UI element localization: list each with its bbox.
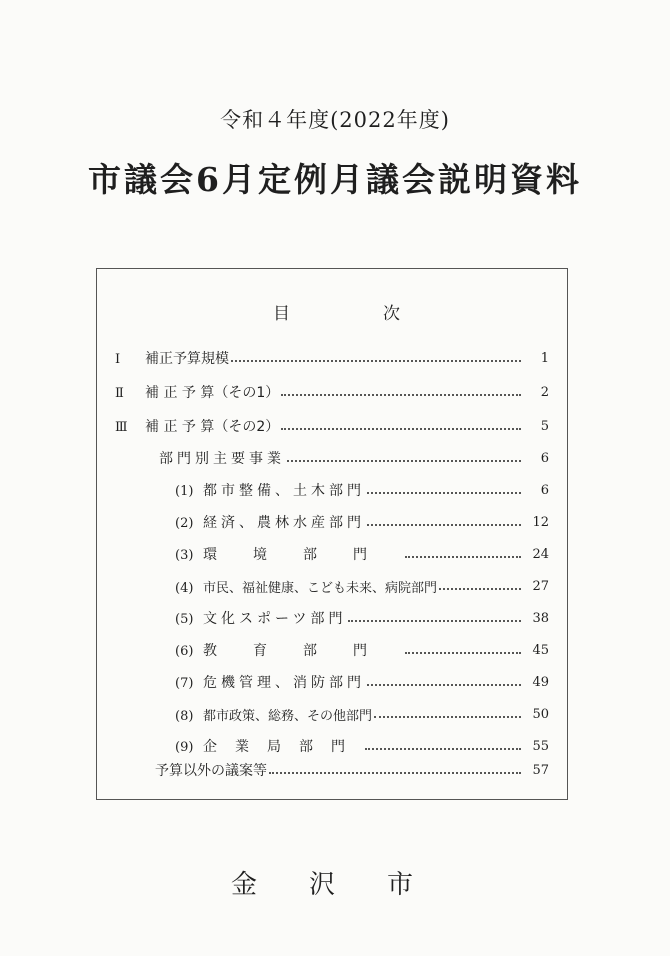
toc-entry-label: 補 正 予 算（その2） — [145, 419, 280, 435]
document-title: 市議会6月定例月議会説明資料 — [88, 160, 582, 199]
toc-entry-page: 27 — [532, 578, 549, 594]
toc-leader-dots — [374, 716, 521, 718]
toc-leader-dots — [231, 360, 521, 362]
toc-entry-label: 企業局部門 — [203, 739, 363, 755]
toc-entry-number: (6) — [175, 644, 194, 659]
toc-entry-9 — [175, 607, 549, 629]
toc-entry-label: 文化スポーツ部門 — [203, 611, 347, 627]
toc-leader-dots — [367, 492, 521, 494]
toc-entry-3 — [115, 415, 549, 437]
toc-leader-dots — [405, 556, 521, 558]
toc-entry-number: (5) — [175, 612, 194, 627]
toc-entry-label: 都市整備、土木部門 — [203, 483, 365, 499]
table-of-contents — [96, 268, 568, 800]
toc-entry-page: 55 — [532, 738, 549, 754]
toc-entry-page: 1 — [540, 350, 549, 366]
toc-entry-label: 部門別主要事業 — [159, 451, 285, 467]
toc-leader-dots — [367, 524, 521, 526]
toc-entry-number: (3) — [175, 548, 194, 563]
toc-entry-2 — [115, 381, 549, 403]
toc-entry-label: 危機管理、消防部門 — [203, 675, 365, 691]
toc-entry-page: 12 — [532, 514, 549, 530]
toc-entry-number: (1) — [175, 484, 194, 499]
toc-entry-number: (9) — [175, 740, 194, 755]
toc-entry-number: (4) — [175, 580, 194, 596]
toc-entry-number: (8) — [175, 708, 194, 724]
toc-leader-dots — [281, 394, 521, 396]
toc-entry-page: 5 — [540, 418, 549, 434]
toc-entry-label: 予算以外の議案等 — [155, 763, 267, 779]
toc-leader-dots — [365, 748, 521, 750]
toc-heading-char-1: 目 — [273, 304, 290, 324]
toc-entry-label: 環境部門 — [203, 547, 403, 563]
toc-entry-label: 教育部門 — [203, 643, 403, 659]
toc-entry-page: 45 — [532, 642, 549, 658]
toc-leader-dots — [405, 652, 521, 654]
toc-entry-page: 6 — [540, 482, 549, 498]
toc-entry-label: 市民、福祉健康、こども未来、病院部門 — [203, 580, 438, 596]
toc-entry-number: Ⅰ — [115, 352, 121, 367]
toc-entry-6 — [175, 511, 549, 533]
toc-entry-number: Ⅱ — [115, 386, 124, 401]
toc-entry-7 — [175, 543, 549, 565]
toc-entry-page: 57 — [532, 762, 549, 778]
toc-entry-14 — [155, 759, 549, 781]
toc-leader-dots — [439, 588, 521, 590]
toc-entry-10 — [175, 639, 549, 661]
toc-entry-number: Ⅲ — [115, 420, 128, 435]
toc-leader-dots — [269, 772, 521, 774]
toc-leader-dots — [281, 428, 521, 430]
toc-entry-page: 38 — [532, 610, 549, 626]
toc-entry-5 — [175, 479, 549, 501]
toc-entry-number: (7) — [175, 676, 194, 691]
toc-leader-dots — [367, 684, 521, 686]
toc-entry-8 — [175, 575, 549, 597]
toc-heading — [97, 299, 567, 323]
toc-entry-12 — [175, 703, 549, 725]
toc-entry-page: 6 — [540, 450, 549, 466]
toc-entry-page: 50 — [532, 706, 549, 722]
toc-entry-label: 都市政策、総務、その他部門 — [203, 708, 373, 724]
issuer-name: 金沢市 — [230, 870, 465, 900]
toc-entry-label: 補正予算規模 — [145, 351, 229, 367]
toc-entry-page: 2 — [540, 384, 549, 400]
toc-entry-page: 24 — [532, 546, 549, 562]
toc-entry-11 — [175, 671, 549, 693]
toc-heading-char-2: 次 — [383, 304, 400, 324]
toc-entry-label: 補 正 予 算（その1） — [145, 385, 280, 401]
toc-entry-4 — [159, 447, 549, 469]
toc-entry-label: 経済、農林水産部門 — [203, 515, 365, 531]
toc-entry-1 — [115, 347, 549, 369]
toc-leader-dots — [348, 620, 521, 622]
toc-entry-13 — [175, 735, 549, 757]
toc-entry-page: 49 — [532, 674, 549, 690]
toc-entry-number: (2) — [175, 516, 194, 531]
document-subtitle: 令和４年度(2022年度) — [220, 108, 450, 132]
toc-leader-dots — [287, 460, 521, 462]
